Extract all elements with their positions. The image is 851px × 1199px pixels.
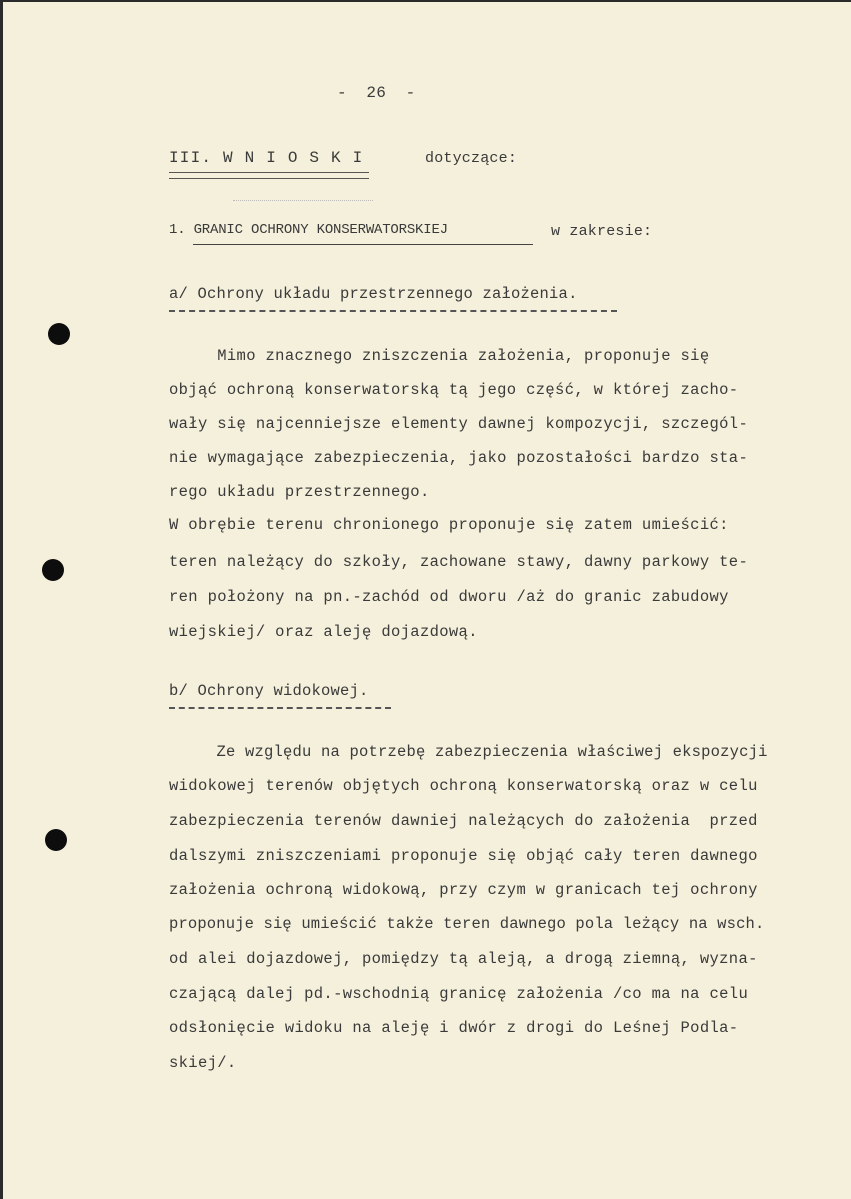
- text-line: W obrębie terenu chronionego proponuje się zatem umieścić:: [169, 516, 729, 534]
- part-b-heading-dashed-underline: [169, 707, 391, 709]
- section-title: III. W N I O S K I: [169, 149, 364, 167]
- subsection-heading-suffix: w zakresie:: [551, 223, 653, 240]
- text-line: rego układu przestrzennego.: [169, 483, 430, 501]
- text-line: założenia ochroną widokową, przy czym w granicach tej ochrony: [169, 881, 758, 899]
- text-line: Mimo znacznego zniszczenia założenia, proponuje się: [169, 347, 710, 365]
- subsection-heading-underline: [193, 244, 533, 245]
- text-line: nie wymagające zabezpieczenia, jako pozostałości bardzo sta-: [169, 449, 749, 467]
- text-line: skiej/.: [169, 1054, 237, 1072]
- text-line: odsłonięcie widoku na aleję i dwór z drogi do Leśnej Podla-: [169, 1019, 739, 1037]
- text-line: dalszymi zniszczeniami proponuje się objąć cały teren dawnego: [169, 847, 758, 865]
- text-line: teren należący do szkoły, zachowane stawy, dawny parkowy te-: [169, 553, 749, 571]
- text-line: wały się najcenniejsze elementy dawnej kompozycji, szczegól-: [169, 415, 749, 433]
- punch-hole-bottom: [45, 829, 67, 851]
- text-line: proponuje się umieścić także teren dawnego pola leżący na wsch.: [169, 915, 765, 933]
- part-b-heading: b/ Ochrony widokowej.: [169, 682, 369, 700]
- text-line: Ze względu na potrzebę zabezpieczenia właściwej ekspozycji: [169, 743, 768, 761]
- page-number: - 26 -: [337, 84, 416, 102]
- text-line: od alei dojazdowej, pomiędzy tą aleją, a drogą ziemną, wyzna-: [169, 950, 758, 968]
- section-dotted-rule: [233, 200, 373, 201]
- part-a-heading: a/ Ochrony układu przestrzennego założenia.: [169, 285, 578, 303]
- section-title-double-underline: [169, 172, 369, 179]
- part-a-heading-dashed-underline: [169, 310, 617, 312]
- text-line: ren położony na pn.-zachód od dworu /aż do granic zabudowy: [169, 588, 729, 606]
- text-line: zabezpieczenia terenów dawniej należących do założenia przed: [169, 812, 758, 830]
- text-line: objąć ochroną konserwatorską tą jego część, w której zacho-: [169, 381, 739, 399]
- subsection-heading: 1. GRANIC OCHRONY KONSERWATORSKIEJ: [169, 222, 448, 238]
- section-title-suffix: dotyczące:: [425, 150, 518, 167]
- punch-hole-middle: [42, 559, 64, 581]
- punch-hole-top: [48, 323, 70, 345]
- text-line: widokowej terenów objętych ochroną konserwatorską oraz w celu: [169, 777, 758, 795]
- text-line: wiejskiej/ oraz aleję dojazdową.: [169, 623, 478, 641]
- text-line: czającą dalej pd.-wschodnią granicę założenia /co ma na celu: [169, 985, 749, 1003]
